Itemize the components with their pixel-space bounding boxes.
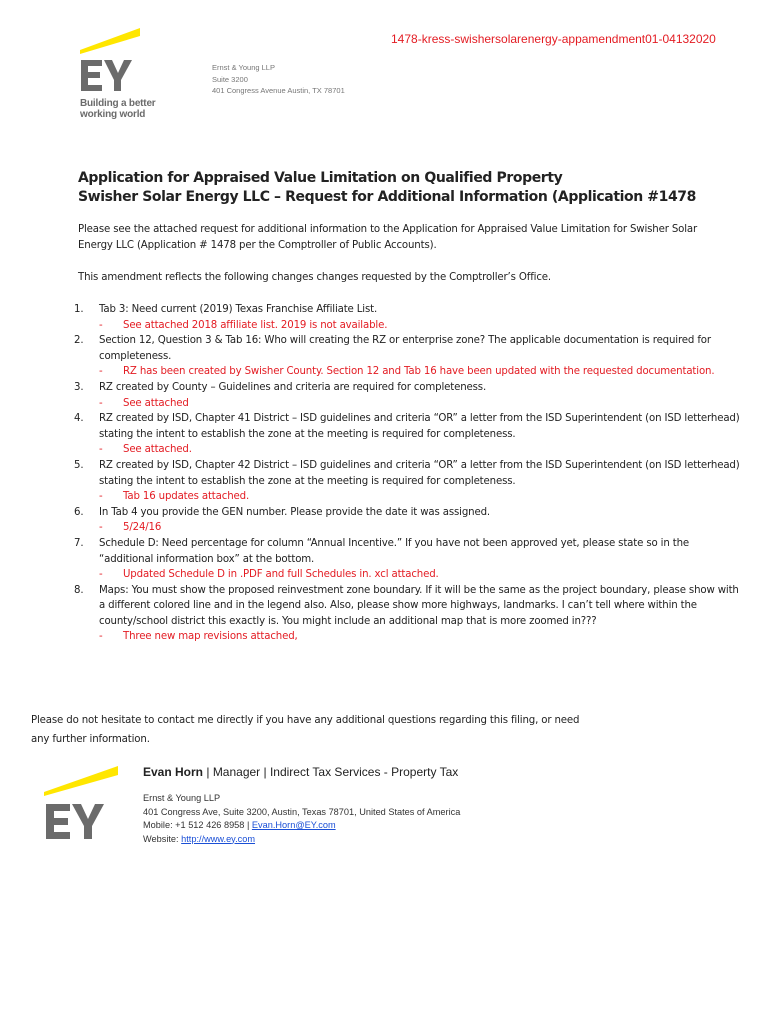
request-text: RZ created by ISD, Chapter 41 District – ISD guidelines and criteria “OR” a letter from the ISD Superintendent (on ISD letterhead) stating the intent to establish the zone at the meeting is required for completeness. — [99, 413, 740, 440]
website-link[interactable]: http://www.ey.com — [181, 833, 256, 844]
request-text: Schedule D: Need percentage for column “Annual Incentive.” If you have not been approved yet, please state so in the “additional information box” at the bottom. — [99, 537, 689, 565]
list-item: 5. RZ created by ISD, Chapter 42 District – ISD guidelines and criteria “OR” a letter from the ISD Superintendent (on ISD letterhead) stating the intent to establish the zone at the meeting is required for completeness. - Tab 16 updates attached. — [74, 459, 740, 503]
ey-logo-graphic — [78, 28, 160, 96]
signature-address: 401 Congress Ave, Suite 3200, Austin, Texas 78701, United States of America — [143, 806, 461, 817]
signature-role: Manager | Indirect Tax Services - Property Tax — [212, 765, 459, 779]
ey-logo-icon — [78, 28, 160, 120]
signature-company: Ernst & Young LLP — [143, 793, 221, 803]
signature-website: Website: http://www.ey.com — [143, 833, 256, 844]
letterhead-address — [212, 62, 345, 97]
email-link[interactable]: Evan.Horn@EY.com — [251, 820, 336, 830]
request-text: In Tab 4 you provide the GEN number. Please provide the date it was assigned. — [99, 506, 490, 518]
signature-name-line: Evan Horn | Manager | Indirect Tax Services - Property Tax — [143, 765, 459, 779]
address-line: Ernst & Young LLP — [212, 63, 275, 72]
document-id: 1478-kress-swishersolarenergy-appamendment01-04132020 — [391, 32, 716, 46]
list-item: 7. Schedule D: Need percentage for column “Annual Incentive.” If you have not been approved yet, please state so in the “additional information box” at the bottom. - Updated Schedule D in .PDF and full Schedules in. xcl attached. — [74, 537, 689, 581]
response-text: 5/24/16 — [123, 522, 162, 534]
request-text: Tab 3: Need current (2019) Texas Franchise Affiliate List. — [99, 304, 378, 315]
intro-paragraph: Please see the attached request for additional information to the Application for Appraised Value Limitation for Swisher Solar Energy LLC (Application # 1478 per the Comptroller of Public Accounts). — [78, 224, 698, 251]
request-text: RZ created by ISD, Chapter 42 District – ISD guidelines and criteria “OR” a letter from the ISD Superintendent (on ISD letterhead) stating the intent to establish the zone at the meeting is required for completeness. — [99, 459, 740, 487]
response-text: Updated Schedule D in .PDF and full Schedules in. xcl attached. — [123, 569, 439, 581]
ey-logo-graphic — [44, 766, 118, 846]
list-item: 3. RZ created by County – Guidelines and criteria are required for completeness. - See attached — [74, 381, 487, 409]
address-line: Suite 3200 — [212, 74, 248, 84]
list-item: 4. RZ created by ISD, Chapter 41 District – ISD guidelines and criteria “OR” a letter from the ISD Superintendent (on ISD letterhead) stating the intent to establish the zone at the meeting is required for completeness. - See attached. — [74, 413, 740, 456]
email-signature — [143, 764, 460, 846]
response-text: RZ has been created by Swisher County. Section 12 and Tab 16 have been updated with the requested documentation. — [123, 366, 715, 378]
response-text: See attached 2018 affiliate list. 2019 is not available. — [123, 319, 388, 331]
list-item: 1. Tab 3: Need current (2019) Texas Franchise Affiliate List. - See attached 2018 affiliate list. 2019 is not available. — [74, 304, 388, 331]
address-line: 401 Congress Avenue Austin, TX 78701 — [212, 86, 345, 95]
amendment-statement: This amendment reflects the following changes changes requested by the Comptroller’s Office. — [78, 272, 551, 283]
logo-tagline: Building a better working world — [80, 98, 156, 120]
list-item: 6. In Tab 4 you provide the GEN number. Please provide the date it was assigned. - 5/24/16 — [74, 506, 490, 534]
response-text: See attached — [123, 397, 189, 409]
list-item: 2. Section 12, Question 3 & Tab 16: Who will creating the RZ or enterprise zone? The applicable documentation is required for completeness. - RZ has been created by Swisher County. Section 12 and Tab 16 have been updated with the requested documentation. — [74, 335, 715, 378]
request-text: Section 12, Question 3 & Tab 16: Who will creating the RZ or enterprise zone? The applicable documentation is required for completeness. — [99, 335, 711, 362]
response-text: See attached. — [123, 444, 192, 456]
document-title: Application for Appraised Value Limitation on Qualified Property Swisher Solar Energy LLC – Request for Additional Information (Application #1478 — [78, 170, 696, 205]
response-text: Three new map revisions attached, — [123, 631, 298, 643]
signature-contact: Mobile: +1 512 426 8958 | Evan.Horn@EY.com — [143, 820, 336, 830]
request-text: Maps: You must show the proposed reinvestment zone boundary. If it will be the same as the project boundary, please show with a different colored line and in the legend also. Also, please show more highways, landmarks. I can’t tell where within the county/school district this exactly is. You might include an additional map that is more zoomed in??? — [99, 584, 739, 627]
ey-logo-icon — [44, 766, 118, 846]
closing-paragraph: Please do not hesitate to contact me directly if you have any additional questions regarding this filing, or need any further information. — [31, 715, 580, 745]
request-list — [74, 302, 743, 645]
request-text: RZ created by County – Guidelines and criteria are required for completeness. — [99, 381, 487, 393]
signature-name: Evan Horn — [143, 765, 204, 779]
list-item: 8. Maps: You must show the proposed reinvestment zone boundary. If it will be the same as the project boundary, please show with a different colored line and in the legend also. Also, please show more highways, landmarks. I can’t tell where within the county/school district this exactly is. You might include an additional map that is more zoomed in??? - Three new map revisions attached, — [74, 584, 739, 643]
response-text: Tab 16 updates attached. — [123, 491, 250, 503]
